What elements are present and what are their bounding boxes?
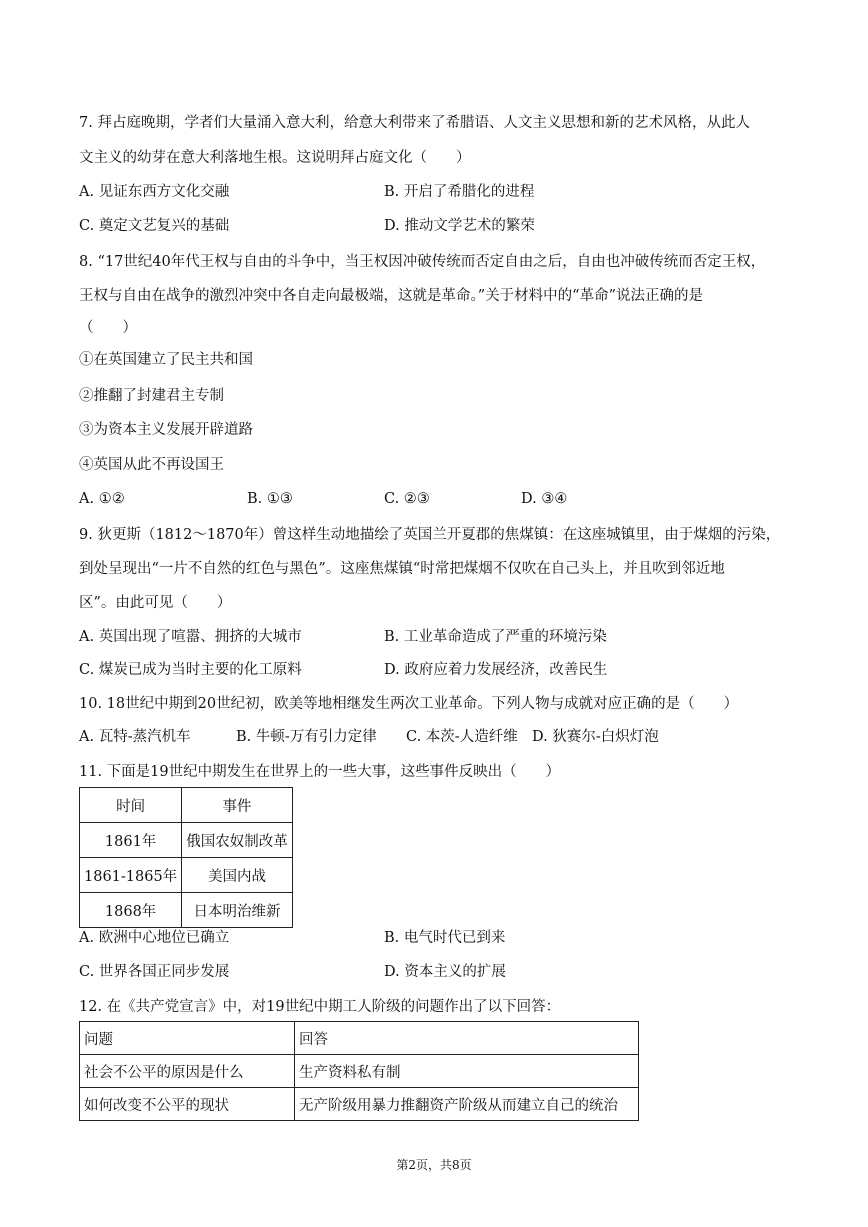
q8-option-a[interactable]: A. ①② <box>79 491 125 507</box>
table-header-cell: 问题 <box>80 1022 295 1055</box>
q12-table <box>79 1021 639 1121</box>
q8-item-1: ①在英国建立了民主共和国 <box>79 352 253 368</box>
q11-option-d[interactable]: D. 资本主义的扩展 <box>384 964 506 980</box>
table-cell: 俄国农奴制改革 <box>182 823 293 858</box>
q9-stem-line2: 到处呈现出“一片不自然的红色与黑色”。这座焦煤镇“时常把煤烟不仅吹在自己头上，并且吹到邻近地 <box>79 561 725 577</box>
q10-option-b[interactable]: B. 牛顿-万有引力定律 <box>236 729 377 745</box>
q10-option-a[interactable]: A. 瓦特-蒸汽机车 <box>79 729 191 745</box>
q9-stem-line3: 区”。由此可见（ ） <box>79 595 232 611</box>
table-row <box>80 858 293 893</box>
q7-stem-line2: 文主义的幼芽在意大利落地生根。这说明拜占庭文化（ ） <box>79 150 471 166</box>
table-header-cell: 回答 <box>295 1022 639 1055</box>
table-cell: 1861年 <box>80 823 182 858</box>
table-cell: 美国内战 <box>182 858 293 893</box>
q8-option-d[interactable]: D. ③④ <box>521 491 568 507</box>
q11-option-c[interactable]: C. 世界各国正同步发展 <box>79 964 230 980</box>
q7-option-a[interactable]: A. 见证东西方文化交融 <box>79 184 230 200</box>
q11-table <box>79 787 293 928</box>
q8-item-4: ④英国从此不再设国王 <box>79 457 224 473</box>
table-header-row <box>80 788 293 823</box>
q9-option-c[interactable]: C. 煤炭已成为当时主要的化工原料 <box>79 662 302 678</box>
page-number: 第2页，共8页 <box>396 1158 472 1172</box>
q10-option-d[interactable]: D. 狄赛尔-白炽灯泡 <box>532 729 659 745</box>
table-header-cell: 时间 <box>80 788 182 823</box>
table-cell: 1868年 <box>80 893 182 928</box>
table-cell: 日本明治维新 <box>182 893 293 928</box>
q7-option-c[interactable]: C. 奠定文艺复兴的基础 <box>79 218 230 234</box>
q9-stem-line1: 9. 狄更斯（1812～1870年）曾这样生动地描绘了英国兰开夏郡的焦煤镇：在这座城镇里，由于煤烟的污染， <box>79 527 781 543</box>
table-cell: 无产阶级用暴力推翻资产阶级从而建立自己的统治 <box>295 1088 639 1121</box>
table-row <box>80 893 293 928</box>
q10-stem-line1: 10. 18世纪中期到20世纪初，欧美等地相继发生两次工业革命。下列人物与成就对应正确的是（ ） <box>79 696 739 712</box>
table-header-row <box>80 1022 639 1055</box>
table-cell: 1861-1865年 <box>80 858 182 893</box>
q8-option-c[interactable]: C. ②③ <box>384 491 430 507</box>
q8-stem-line3: （ ） <box>79 320 137 336</box>
q11-option-a[interactable]: A. 欧洲中心地位已确立 <box>79 930 230 946</box>
q8-item-2: ②推翻了封建君主专制 <box>79 388 224 404</box>
q12-stem-line1: 12. 在《共产党宣言》中，对19世纪中期工人阶级的问题作出了以下回答： <box>79 999 561 1015</box>
q7-option-d[interactable]: D. 推动文学艺术的繁荣 <box>384 218 535 234</box>
q9-option-d[interactable]: D. 政府应着力发展经济，改善民生 <box>384 662 608 678</box>
q8-stem-line2: 王权与自由在战争的激烈冲突中各自走向最极端，这就是革命。”关于材料中的“革命”说法正确的是 <box>79 288 703 304</box>
q9-option-a[interactable]: A. 英国出现了喧嚣、拥挤的大城市 <box>79 629 302 645</box>
q7-option-b[interactable]: B. 开启了希腊化的进程 <box>384 184 535 200</box>
table-row <box>80 823 293 858</box>
q11-option-b[interactable]: B. 电气时代已到来 <box>384 930 506 946</box>
table-row <box>80 1055 639 1088</box>
table-cell: 如何改变不公平的现状 <box>80 1088 295 1121</box>
q11-stem-line1: 11. 下面是19世纪中期发生在世界上的一些大事，这些事件反映出（ ） <box>79 764 561 780</box>
q8-option-b[interactable]: B. ①③ <box>247 491 293 507</box>
q8-stem-line1: 8. “17世纪40年代王权与自由的斗争中，当王权因冲破传统而否定自由之后，自由也冲破传统而否定王权， <box>79 254 766 270</box>
q10-option-c[interactable]: C. 本茨-人造纤维 <box>406 729 518 745</box>
table-cell: 生产资料私有制 <box>295 1055 639 1088</box>
table-cell: 社会不公平的原因是什么 <box>80 1055 295 1088</box>
q8-item-3: ③为资本主义发展开辟道路 <box>79 422 253 438</box>
table-row <box>80 1088 639 1121</box>
q7-stem-line1: 7. 拜占庭晚期，学者们大量涌入意大利，给意大利带来了希腊语、人文主义思想和新的艺术风格，从此人 <box>79 115 750 131</box>
q9-option-b[interactable]: B. 工业革命造成了严重的环境污染 <box>384 629 607 645</box>
table-header-cell: 事件 <box>182 788 293 823</box>
